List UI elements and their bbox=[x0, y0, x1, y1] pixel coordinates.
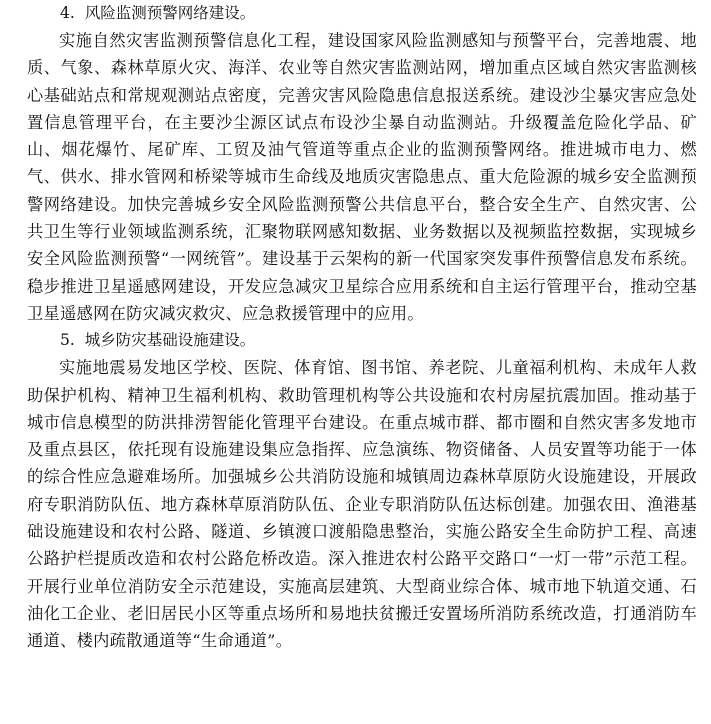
section-5-number: 5. bbox=[60, 331, 75, 350]
section-5-paragraph: 实施地震易发地区学校、医院、体育馆、图书馆、养老院、儿童福利机构、未成年人救助保护机构、精神卫生福利机构、救助管理机构等公共设施和农村房屋抗震加固。推动基于城市信息模型的防洪排涝智能化管理平台建设。在重点城市群、都市圈和自然灾害多发地市及重点县区，依托现有设施建设集应急指挥、应急演练、物资储备、人员安置等功能于一体的综合性应急避难场所。加强城乡公共消防设施和城镇周边森林草原防火设施建设，开展政府专职消防队伍、地方森林草原消防队伍、企业专职消防队伍达标创建。加强农田、渔港基础设施建设和农村公路、隧道、乡镇渡口渡船隐患整治，实施公路安全生命防护工程、高速公路护栏提质改造和农村公路危桥改造。深入推进农村公路平交路口“一灯一带”示范工程。开展行业单位消防安全示范建设，实施高层建筑、大型商业综合体、城市地下轨道交通、石油化工企业、老旧居民小区等重点场所和易地扶贫搬迁安置场所消防系统改造，打通消防车通道、楼内疏散通道等“生命通道”。 bbox=[27, 358, 697, 651]
section-4-number: 4. bbox=[60, 4, 75, 22]
section-4-title: 风险监测预警网络建设。 bbox=[84, 4, 256, 22]
section-5-title: 城乡防灾基础设施建设。 bbox=[84, 331, 256, 350]
section-5-heading bbox=[0, 327, 711, 354]
section-4-heading bbox=[0, 0, 711, 27]
section-4-paragraph: 实施自然灾害监测预警信息化工程，建设国家风险监测感知与预警平台，完善地震、地质、气象、森林草原火灾、海洋、农业等自然灾害监测站网，增加重点区域自然灾害监测核心基础站点和常规观测站点密度，完善灾害风险隐患信息报送系统。建设沙尘暴灾害应急处置信息管理平台，在主要沙尘源区试点布设沙尘暴自动监测站。升级覆盖危险化学品、矿山、烟花爆竹、尾矿库、工贸及油气管道等重点企业的监测预警网络。推进城市电力、燃气、供水、排水管网和桥梁等城市生命线及地质灾害隐患点、重大危险源的城乡安全监测预警网络建设。加快完善城乡安全风险监测预警公共信息平台，整合安全生产、自然灾害、公共卫生等行业领域监测系统，汇聚物联网感知数据、业务数据以及视频监控数据，实现城乡安全风险监测预警“一网统管”。建设基于云架构的新一代国家突发事件预警信息发布系统。稳步推进卫星遥感网建设，开发应急减灾卫星综合应用系统和自主运行管理平台，推动空基卫星遥感网在防灾减灾救灾、应急救援管理中的应用。 bbox=[27, 31, 697, 323]
